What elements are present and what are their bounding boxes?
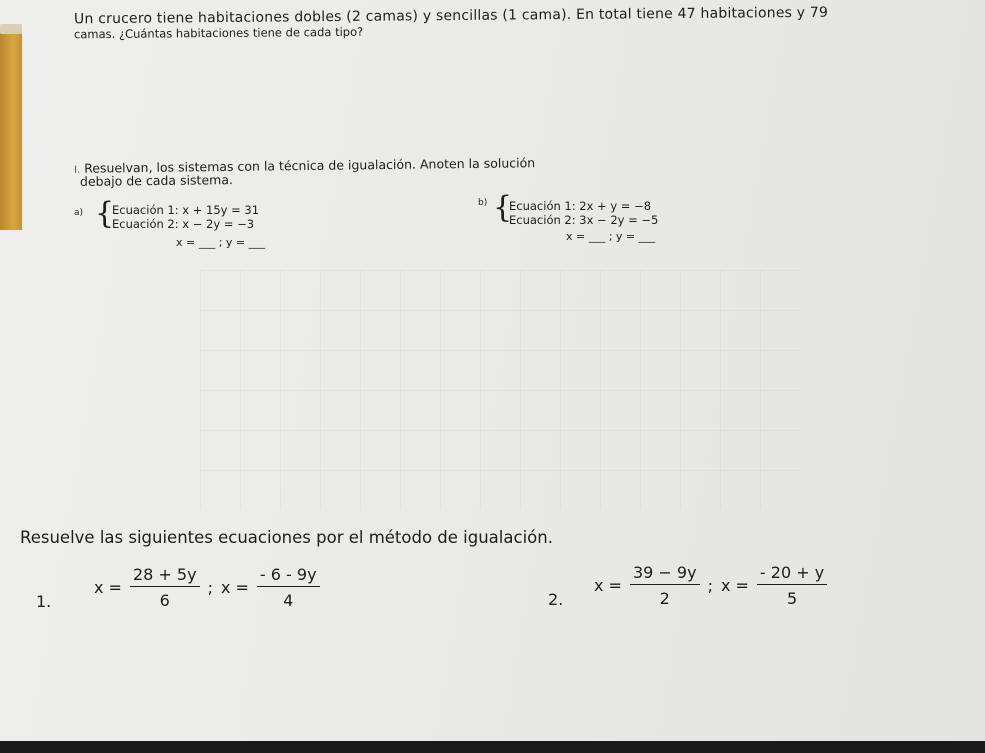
exercise-1-number: 1.: [36, 592, 52, 611]
exercise-title: Resuelve las siguientes ecuaciones por el método de igualación.: [20, 528, 553, 547]
exercise-2-lhs-1: x =: [594, 576, 622, 595]
exercise-1-equations: [90, 565, 324, 610]
instruction-line-2: debajo de cada sistema.: [79, 172, 234, 189]
system-b-equations: [509, 199, 658, 227]
instruction-text-1: Resuelvan, los sistemas con la técnica de igualación. Anoten la solución: [84, 155, 536, 176]
system-a-brace: {: [95, 196, 115, 231]
exercise-2-lhs-2: x =: [720, 576, 749, 595]
exercise-2-number: 2.: [548, 590, 564, 609]
desk-edge: [0, 741, 985, 753]
exercise-1-numerator-1: 28 + 5y: [130, 565, 200, 587]
show-through-grid: [200, 270, 800, 510]
exercise-2-equations: [590, 563, 831, 608]
system-a-answer: x = ___ ; y = ___: [176, 236, 266, 249]
system-b-brace: {: [493, 190, 513, 225]
exercise-2-numerator-2: - 20 + y: [757, 563, 827, 585]
exercise-1-lhs-1: x =: [94, 578, 122, 597]
system-a-eq2: Ecuación 2: x − 2y = −3: [112, 217, 255, 231]
system-a-label: a): [74, 208, 84, 218]
pencil-eraser: [0, 24, 22, 34]
exercise-1-fraction-1: [130, 565, 200, 610]
exercise-1-denominator-2: 4: [283, 591, 294, 610]
system-b-eq2: Ecuación 2: 3x − 2y = −5: [509, 213, 659, 227]
exercise-2-fraction-1: [630, 563, 700, 608]
exercise-2-denominator-1: 2: [659, 589, 670, 608]
system-b-eq1: Ecuación 1: 2x + y = −8: [509, 199, 652, 213]
exercise-1-lhs-2: x =: [220, 578, 249, 597]
exercise-1-numerator-2: - 6 - 9y: [257, 565, 320, 587]
system-a-eq1: Ecuación 1: x + 15y = 31: [112, 203, 260, 217]
instruction-marker: I.: [73, 164, 81, 176]
system-b-label: b): [478, 198, 488, 208]
exercise-1-fraction-2: [257, 565, 320, 610]
exercise-2-denominator-2: 5: [786, 589, 798, 608]
system-a-equations: [112, 203, 259, 231]
exercise-2-separator: ;: [707, 576, 713, 595]
exercise-1-separator: ;: [207, 578, 213, 597]
system-b-answer: x = ___ ; y = ___: [566, 230, 656, 243]
exercise-1-denominator-1: 6: [159, 591, 170, 610]
pencil: [0, 30, 22, 230]
exercise-2-numerator-1: 39 − 9y: [630, 563, 700, 585]
problem-line-1: Un crucero tiene habitaciones dobles (2 camas) y sencillas (1 cama). En total tiene 47 habitaciones y 79: [73, 4, 829, 28]
exercise-2-fraction-2: [757, 563, 827, 608]
problem-line-2: camas. ¿Cuántas habitaciones tiene de cada tipo?: [73, 24, 364, 42]
